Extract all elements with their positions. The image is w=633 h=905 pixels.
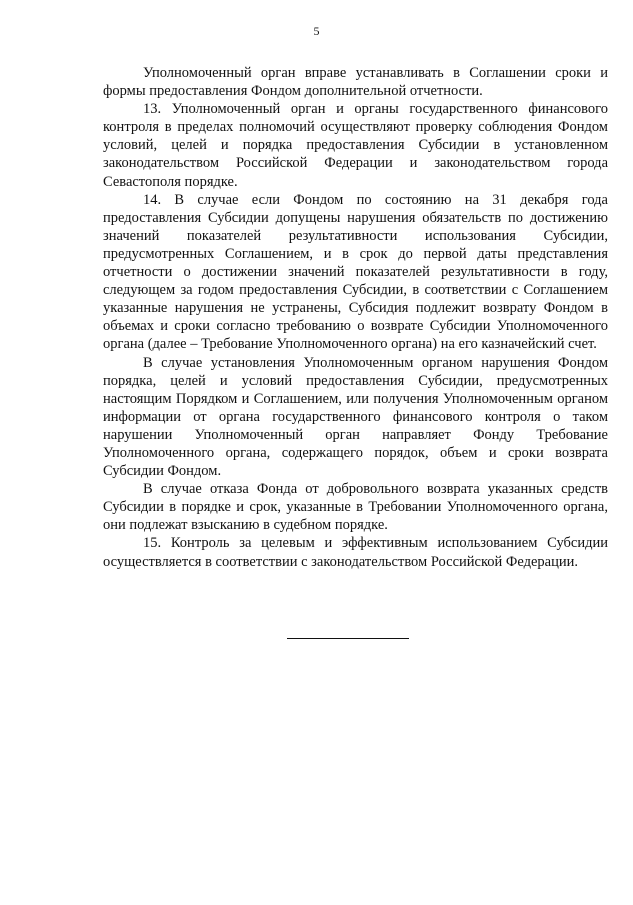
document-body	[103, 64, 608, 571]
paragraph-refusal-recovery: В случае отказа Фонда от добровольного возврата указанных средств Субсидии в порядке и срок, указанные в Требовании Уполномоченного органа, они подлежат взысканию в судебном порядке.	[103, 481, 608, 534]
paragraph-additional-reporting: Уполномоченный орган вправе устанавливать в Соглашении сроки и формы предоставления Фондом дополнительной отчетности.	[103, 65, 608, 100]
end-of-document-rule	[287, 638, 409, 639]
paragraph-violation-requirement: В случае установления Уполномоченным органом нарушения Фондом порядка, целей и условий предоставления Субсидии, предусмотренных настоящим Порядком и Соглашением, или получения Уполномоченным органом информации от органа государственного финансового контроля о таком нарушении Уполномоченный орган направляет Фонду Требование Уполномоченного органа, содержащего порядок, объем и сроки возврата Субсидии Фондом.	[103, 354, 608, 480]
paragraph-14-subsidy-return: 14. В случае если Фондом по состоянию на 31 декабря года предоставления Субсидии допущены нарушения обязательств по достижению значений показателей результативности использования Субсидии, предусмотренных Соглашением, и в срок до первой даты представления отчетности о достижении значений показателей результативности в году, следующем за годом предоставления Субсидии, в соответствии с Соглашением указанные нарушения не устранены, Субсидия подлежит возврату Фондом в объемах и сроки согласно требованию о возврате Субсидии Уполномоченного органа (далее – Требование Уполномоченного органа) на его казначейский счет.	[103, 191, 608, 353]
paragraph-15-control: 15. Контроль за целевым и эффективным использованием Субсидии осуществляется в соответствии с законодательством Российской Федерации.	[103, 535, 608, 570]
paragraph-13-inspection: 13. Уполномоченный орган и органы государственного финансового контроля в пределах полномочий осуществляют проверку соблюдения Фондом условий, целей и порядка предоставления Субсидии в установленном законодательством Российской Федерации и законодательством города Севастополя порядке.	[103, 101, 608, 190]
page-number: 5	[313, 24, 320, 38]
